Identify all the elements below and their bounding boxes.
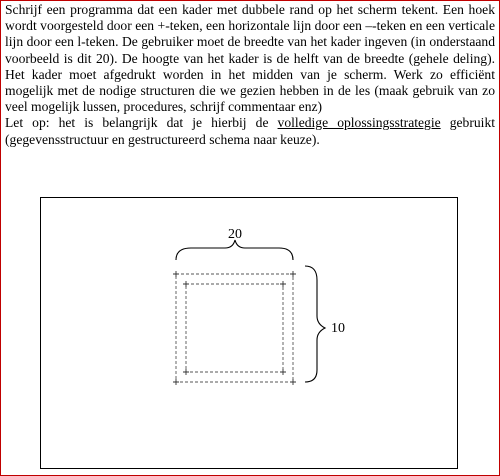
width-label: 20 [228, 227, 242, 242]
inner-frame [186, 284, 283, 372]
note-suffix: gebruikt (gegevensstructuur en gestructureerd schema naar keuze). [5, 115, 496, 147]
height-brace [305, 266, 325, 382]
note-underlined-phrase: volledige oplossingsstrategie [277, 115, 441, 131]
note-prefix: Let op: het is belangrijk dat je hierbij de [5, 115, 278, 131]
frame-diagram [41, 198, 459, 470]
height-label: 10 [331, 321, 345, 336]
outer-frame [176, 274, 293, 382]
example-screen-figure [40, 197, 458, 469]
width-brace [176, 240, 293, 260]
assignment-note [5, 115, 495, 147]
corner-plus-signs [173, 271, 296, 385]
assignment-text [5, 2, 495, 148]
assignment-paragraph: Schrijf een programma dat een kader met dubbele rand op het scherm tekent. Een hoek wordt voorgesteld door een +-teken, een horizontale lijn door een –-teken en een verticale lijn door een l-teken. De gebruiker moet de breedte van het kader ingeven (in onderstaand voorbeeld is dit 20). De hoogte van het kader is de helft van de breedte (gehele deling). Het kader moet afgedrukt worden in het midden van je scherm. Werk zo efficiënt mogelijk met de nodige structuren die we gezien hebben in de les (maak gebruik van zo veel mogelijk lussen, procedures, schrijf commentaar enz) [5, 2, 495, 115]
